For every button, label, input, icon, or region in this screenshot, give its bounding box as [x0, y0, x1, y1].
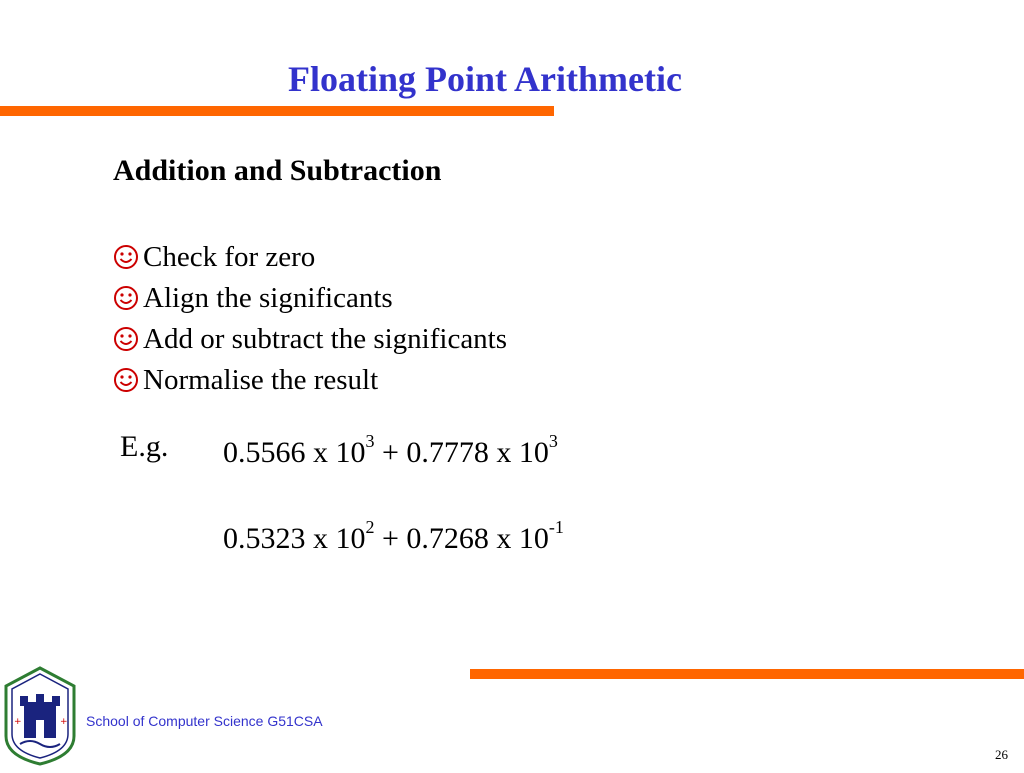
- top-accent-bar: [0, 106, 554, 116]
- operand-a: 0.5566 x 10: [223, 436, 366, 469]
- page-number: 26: [995, 747, 1008, 762]
- operator: +: [382, 522, 399, 555]
- list-item: [113, 277, 507, 318]
- bottom-accent-bar: [470, 669, 1024, 679]
- slide-title: Floating Point Arithmetic: [288, 59, 682, 99]
- operand-b: 0.7778 x 10: [406, 436, 549, 469]
- operand-a: 0.5323 x 10: [223, 522, 366, 555]
- section-subtitle: Addition and Subtraction: [113, 154, 442, 187]
- svg-text:+: +: [60, 717, 68, 727]
- bullet-text: Check for zero: [143, 240, 316, 273]
- list-item: [113, 359, 507, 400]
- bullet-text: Normalise the result: [143, 363, 379, 396]
- list-item: [113, 318, 507, 359]
- smiley-face-icon: [113, 244, 143, 270]
- smiley-face-icon: [113, 326, 143, 352]
- smiley-face-icon: [113, 285, 143, 311]
- list-item: [113, 236, 507, 277]
- operator: +: [382, 436, 399, 469]
- svg-text:+: +: [14, 717, 22, 727]
- bullet-text: Align the significants: [143, 281, 393, 314]
- smiley-face-icon: [113, 367, 143, 393]
- exponent-a: 3: [365, 431, 375, 451]
- bullet-text: Add or subtract the significants: [143, 322, 508, 355]
- exponent-b: 3: [548, 431, 558, 451]
- exponent-b: -1: [548, 517, 564, 537]
- university-crest-icon: [0, 664, 80, 773]
- exponent-a: 2: [365, 517, 375, 537]
- example-expression-1: [223, 431, 558, 470]
- example-expression-2: [223, 517, 564, 556]
- footer-course-label: School of Computer Science G51CSA: [86, 713, 323, 729]
- operand-b: 0.7268 x 10: [406, 522, 549, 555]
- bullet-list: [113, 236, 507, 400]
- example-label: E.g.: [120, 430, 169, 463]
